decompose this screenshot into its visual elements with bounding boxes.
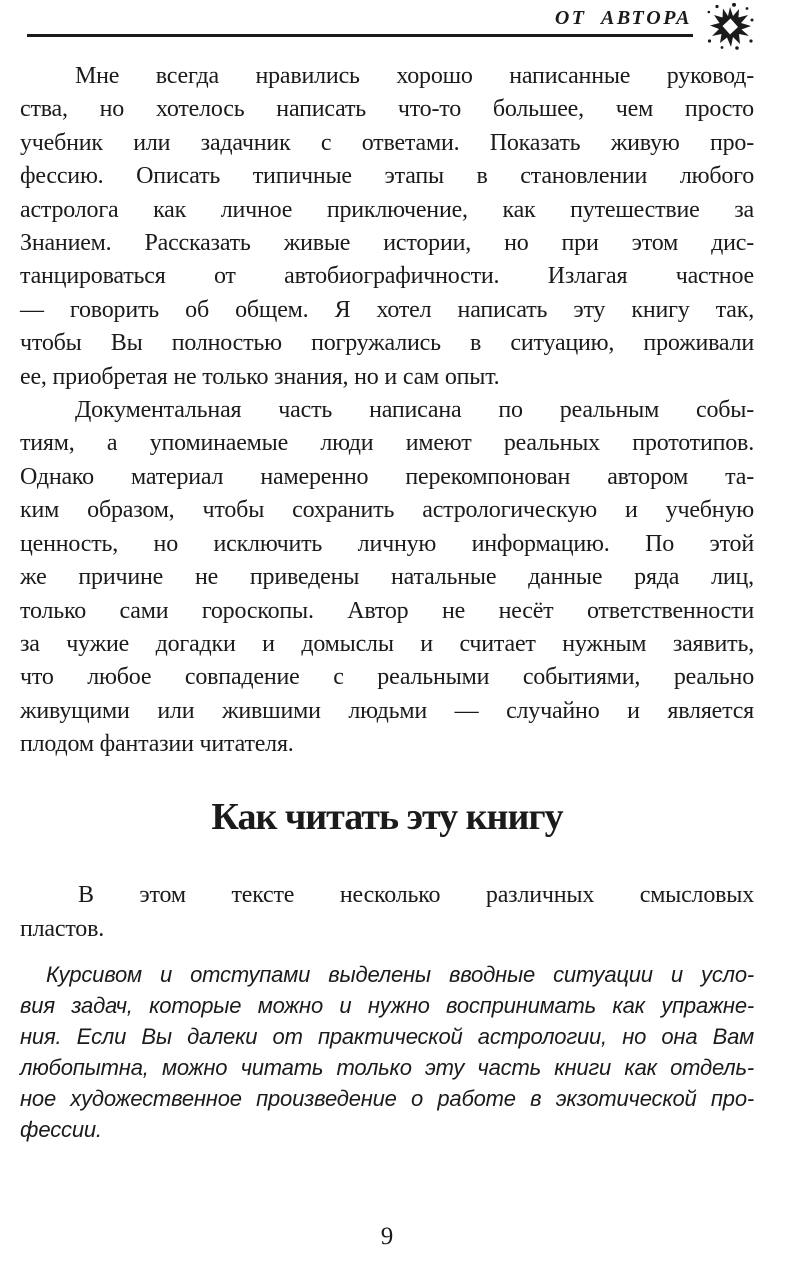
section-heading: Как читать эту книгу <box>211 795 563 838</box>
text-line: Документальная часть написана по реальным собы- <box>75 397 754 424</box>
text-line: живущими или жившими людьми — случайно и является <box>20 697 754 724</box>
text-line: Курсивом и отступами выделены вводные ситуации и усло- <box>46 961 754 987</box>
text-line: ния. Если Вы далеки от практической астрологии, но она Вам <box>20 1023 754 1049</box>
text-line: — говорить об общем. Я хотел написать эту книгу так, <box>20 296 754 323</box>
starburst-sun-icon <box>707 3 754 50</box>
paragraph-1 <box>20 60 754 394</box>
text-line: тиям, а упоминаемые люди имеют реальных прототипов. <box>20 430 754 457</box>
text-line: Однако материал намеренно перекомпонован автором та- <box>20 463 754 490</box>
paragraph-3 <box>20 878 754 946</box>
text-line: ценность, но исключить личную информацию. По этой <box>20 530 754 557</box>
text-line: вия задач, которые можно и нужно воспринимать как упражне- <box>20 992 754 1018</box>
text-line: плодом фантазии читателя. <box>20 731 294 758</box>
page-number: 9 <box>380 1222 394 1250</box>
text-line: ное художественное произведение о работе в экзотической про- <box>20 1085 754 1111</box>
text-line: фессию. Описать типичные этапы в становлении любого <box>20 163 754 190</box>
running-head <box>0 0 800 54</box>
text-line: ким образом, чтобы сохранить астрологическую и учебную <box>20 497 754 524</box>
text-line: В этом тексте несколько различных смысловых <box>78 881 754 908</box>
text-line: что любое совпадение с реальными событиями, реально <box>20 664 754 691</box>
text-line: любопытна, можно читать только эту часть книги как отдель- <box>20 1054 754 1080</box>
text-line: Мне всегда нравились хорошо написанные руковод- <box>75 63 754 89</box>
italic-intro-note <box>20 959 754 1145</box>
text-line: пластов. <box>20 915 105 942</box>
text-line: Знанием. Рассказать живые истории, но при этом дис- <box>20 230 754 257</box>
text-line: ее, приобретая не только знания, но и сам опыт. <box>20 363 500 390</box>
text-line: же причине не приведены натальные данные ряда лиц, <box>20 564 754 591</box>
text-line: танцироваться от автобиографичности. Излагая частное <box>20 263 754 290</box>
text-line: ства, но хотелось написать что-то большее, чем просто <box>20 96 754 123</box>
paragraph-2 <box>20 394 754 761</box>
text-line: астролога как личное приключение, как путешествие за <box>20 196 754 223</box>
text-column <box>20 60 754 1253</box>
text-line: учебник или задачник с ответами. Показать живую про- <box>20 129 754 156</box>
text-line: чтобы Вы полностью погружались в ситуацию, проживали <box>20 330 754 357</box>
running-head-title: ОТ АВТОРА <box>554 7 692 29</box>
text-line: за чужие догадки и домыслы и считает нужным заявить, <box>20 630 754 657</box>
header-rule <box>27 34 693 37</box>
text-line: фессии. <box>20 1116 102 1142</box>
text-line: только сами гороскопы. Автор не несёт ответственности <box>20 597 754 624</box>
